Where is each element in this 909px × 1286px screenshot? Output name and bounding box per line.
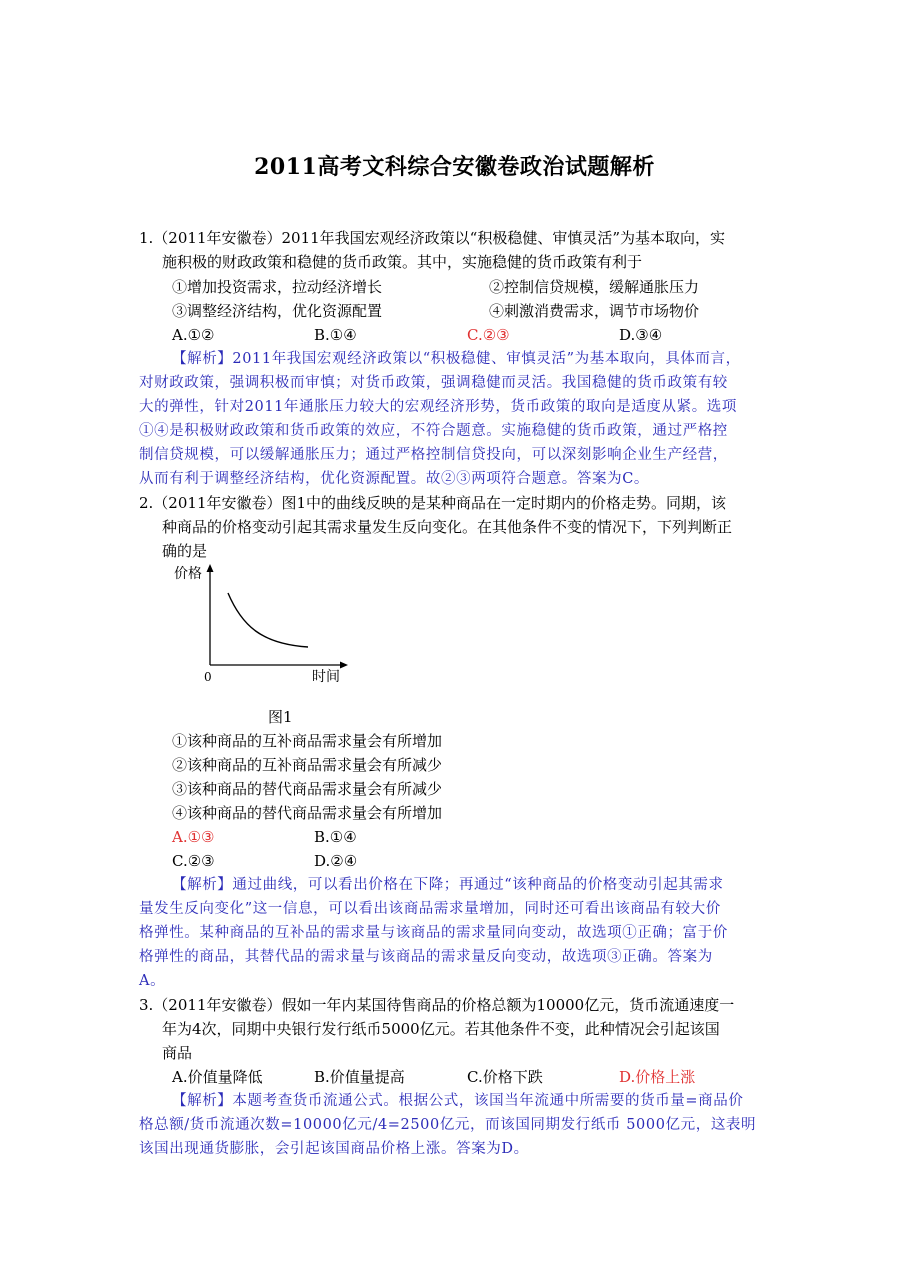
question-2-stem-line-2: 种商品的价格变动引起其需求量发生反向变化。在其他条件不变的情况下，下列判断正 <box>162 518 733 536</box>
question-1-explanation-line: 大的弹性，针对2011年通胀压力较大的宏观经济形势，货币政策的取向是适度从紧。选项 <box>139 399 737 415</box>
figure-y-axis-label: 价格 <box>174 566 202 582</box>
question-1-option-c-answer: C.②③ <box>467 326 510 344</box>
question-2-item-2: ②该种商品的互补商品需求量会有所减少 <box>172 756 443 774</box>
question-1-explanation-line: 从而有利于调整经济结构，优化资源配置。故②③两项符合题意。答案为C。 <box>139 471 649 487</box>
question-2-explanation-line: A。 <box>139 973 166 989</box>
question-1-option-d: D.③④ <box>619 326 663 344</box>
question-3-stem-line-3: 商品 <box>162 1044 193 1062</box>
question-2-option-b: B.①④ <box>314 828 357 846</box>
question-2-explanation-line: 格弹性的商品，其替代品的需求量与该商品的需求量反向变动，故选项③正确。答案为 <box>139 949 713 965</box>
question-1-explanation-line: 对财政政策，强调积极而审慎；对货币政策，强调稳健而灵活。我国稳健的货币政策有较 <box>139 375 728 391</box>
question-3-explanation-line: 该国出现通货膨胀，会引起该国商品价格上涨。答案为D。 <box>139 1141 529 1157</box>
question-3-option-b: B.价值量提高 <box>314 1068 405 1086</box>
figure-origin-label: 0 <box>204 670 212 684</box>
figure-y-axis-arrow <box>207 564 214 572</box>
question-2-option-d: D.②④ <box>314 852 358 870</box>
figure-x-axis-label: 时间 <box>312 669 340 685</box>
page-title: 2011高考文科综合安徽卷政治试题解析 <box>254 154 655 180</box>
question-1-stem-line-2: 施积极的财政政策和稳健的货币政策。其中，实施稳健的货币政策有利于 <box>162 253 643 271</box>
figure-1-price-curve <box>170 560 360 690</box>
question-2-stem-line-1: 2.（2011年安徽卷）图1中的曲线反映的是某种商品在一定时期内的价格走势。同期，该 <box>139 494 727 512</box>
question-2-item-1: ①该种商品的互补商品需求量会有所增加 <box>172 732 443 750</box>
question-3-explanation-line: 格总额/货币流通次数=10000亿元/4=2500亿元，而该国同期发行纸币 5000亿元，这表明 <box>139 1117 757 1133</box>
question-2-stem-line-3: 确的是 <box>162 542 208 560</box>
question-2-item-3: ③该种商品的替代商品需求量会有所减少 <box>172 780 443 798</box>
question-2-item-4: ④该种商品的替代商品需求量会有所增加 <box>172 804 443 822</box>
question-3-stem-line-1: 3.（2011年安徽卷）假如一年内某国待售商品的价格总额为10000亿元，货币流通速度一 <box>139 996 735 1014</box>
question-2-explanation-line: 量发生反向变化”这一信息，可以看出该商品需求量增加，同时还可看出该商品有较大价 <box>139 901 721 917</box>
question-3-option-c: C.价格下跌 <box>467 1068 543 1086</box>
question-1-explanation-line: 【解析】2011年我国宏观经济政策以“积极稳健、审慎灵活”为基本取向，具体而言， <box>172 351 741 367</box>
question-3-explanation-line: 【解析】本题考查货币流通公式。根据公式，该国当年流通中所需要的货币量=商品价 <box>172 1093 744 1109</box>
question-1-explanation-line: ①④是积极财政政策和货币政策的效应，不符合题意。实施稳健的货币政策，通过严格控 <box>139 423 728 439</box>
question-1-option-a: A.①② <box>172 326 215 344</box>
figure-x-axis-arrow <box>340 662 348 669</box>
question-1-stem-line-1: 1.（2011年安徽卷）2011年我国宏观经济政策以“积极稳健、审慎灵活”为基本取向，实 <box>139 229 725 247</box>
figure-price-curve <box>228 593 308 647</box>
question-1-item-3: ③调整经济结构，优化资源配置 <box>172 302 383 320</box>
question-1-item-1: ①增加投资需求，拉动经济增长 <box>172 278 383 296</box>
question-3-option-a: A.价值量降低 <box>172 1068 263 1086</box>
question-2-option-a-answer: A.①③ <box>172 828 215 846</box>
question-3-stem-line-2: 年为4次，同期中央银行发行纸币5000亿元。若其他条件不变，此种情况会引起该国 <box>162 1020 720 1038</box>
question-2-option-c: C.②③ <box>172 852 215 870</box>
question-1-item-4: ④刺激消费需求，调节市场物价 <box>489 302 700 320</box>
question-1-explanation-line: 制信贷规模，可以缓解通胀压力；通过严格控制信贷投向，可以深刻影响企业生产经营， <box>139 447 728 463</box>
question-1-option-b: B.①④ <box>314 326 357 344</box>
question-2-explanation-line: 格弹性。某种商品的互补品的需求量与该商品的需求量同向变动，故选项①正确；富于价 <box>139 925 728 941</box>
question-1-item-2: ②控制信贷规模，缓解通胀压力 <box>489 278 700 296</box>
question-2-explanation-line: 【解析】通过曲线，可以看出价格在下降；再通过“该种商品的价格变动引起其需求 <box>172 877 724 893</box>
figure-caption: 图1 <box>268 708 293 726</box>
question-3-option-d-answer: D.价格上涨 <box>619 1068 696 1086</box>
